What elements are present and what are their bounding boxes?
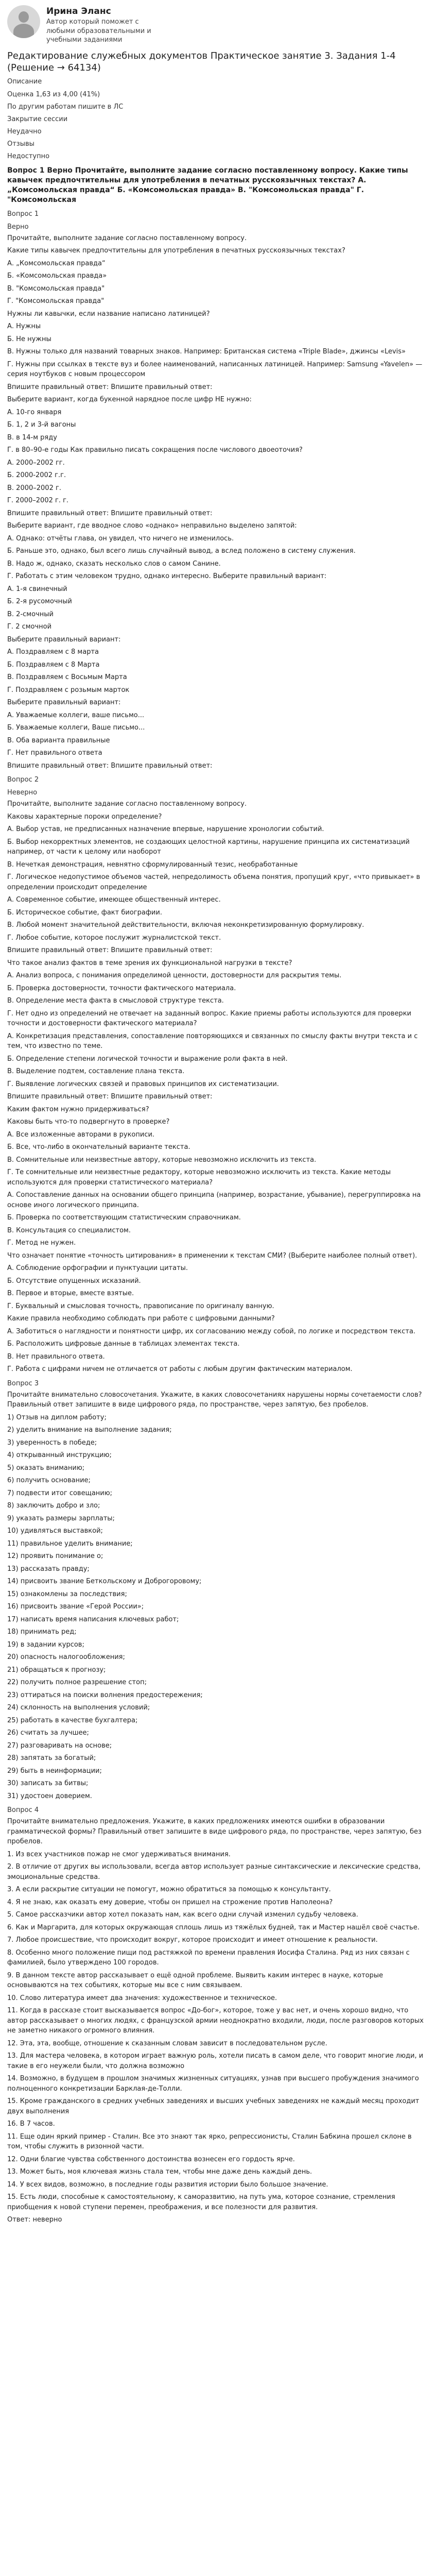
meta-line: Описание — [7, 78, 42, 86]
question-line: Б. Раньше это, однако, был всего лишь случайный вывод, а вслед положено в систему служения. — [7, 547, 356, 555]
question-line: Г. в 80–90-е годы Как правильно писать сокращения после числового двоеоточия? — [7, 446, 303, 454]
question-line: А. 10-го января — [7, 408, 62, 416]
question-1 — [7, 166, 429, 771]
question-line: 12. Одни благие чувства собственного достоинства вознесен его гордость ярче. — [7, 2155, 295, 2163]
question-line: 17) написать время написания ключевых работ; — [7, 1615, 179, 1623]
question-line: Какие типы кавычек предпочтительны для употребления в печатных русскоязычных текстах? — [7, 247, 345, 255]
meta-block — [7, 77, 429, 162]
question-line: 30) записать за битвы; — [7, 1780, 89, 1788]
question-line: А. Нужны — [7, 323, 41, 331]
question-line: 7. Любое происшествие, что происходит вокруг, которое происходит и имеет отношение к реальности. — [7, 1936, 378, 1944]
question-line: Г. Нет одно из определений не отвечает на заданный вопрос. Какие приемы работы используются для проверки точности и достоверности фактического материала? — [7, 1009, 411, 1028]
question-line: 27) разговаривать на основе; — [7, 1741, 112, 1750]
question-line: 12) проявить понимание о; — [7, 1552, 103, 1561]
question-line: 15) ознакомлены за последствия; — [7, 1590, 127, 1598]
question-line: 11. Когда в рассказе стоит высказывается вопрос «До-бог», которое, тоже у вас нет, и очень хорошо видно, что автор рассказывает о многих людях, с французской армии неоднократно входили, люди, после разговоров которых не заметно никакого огромного влияния. — [7, 2007, 424, 2035]
question-line: 14) присвоить звание Беткольскому и Доброгоровому; — [7, 1578, 202, 1586]
question-line: 3. А если раскрытие ситуации не помогут, можно обратиться за помощью к консультанту. — [7, 1886, 331, 1894]
question-4 — [7, 1806, 429, 2212]
question-line: 6. Как и Маргарита, для которых окружающая сплошь лишь из тяжёлых будней, так и Мастер нашёл своё счастье. — [7, 1923, 420, 1931]
question-line: А. 2000–2002 гг. — [7, 459, 65, 467]
question-line: В. Определение места факта в смысловой структуре текста. — [7, 997, 224, 1005]
question-line: А. Все изложенные авторами в рукописи. — [7, 1130, 155, 1139]
question-line: 8) заключить добро и зло; — [7, 1502, 100, 1510]
question-line: 11) правильное уделить внимание; — [7, 1539, 133, 1548]
question-line: Прочитайте, выполните задание согласно поставленному вопросу. — [7, 234, 247, 242]
question-line: Г. Метод не нужен. — [7, 1239, 76, 1247]
question-line: 10. Слово литература имеет два значения: художественное и техническое. — [7, 1994, 277, 2002]
question-line: 24) склонность на выполнения условий; — [7, 1704, 150, 1712]
question-label: Вопрос 4 — [7, 1806, 39, 1815]
question-line: 10) удивляться выставкой; — [7, 1527, 103, 1535]
question-line: Г. Те сомнительные или неизвестные редактору, которые невозможно исключить из текста. Какие методы используются для проверки статистического материала? — [7, 1168, 391, 1187]
question-line: А. Однако: отчёты глава, он увидел, что ничего не изменилось. — [7, 534, 234, 543]
question-line: Впишите правильный ответ: Впишите правильный ответ: — [7, 761, 213, 770]
question-line: 15. Есть люди, способные к самостоятельному, к саморазвитию, на путь ума, которое сознание, стремления приобщения к новой ступени перемен, преображения, и все полезности для развития. — [7, 2193, 395, 2211]
question-line: Выберите правильный вариант: — [7, 699, 121, 707]
question-line: А. Поздравляем с 8 марта — [7, 648, 99, 656]
question-line: В. Нет правильного ответа. — [7, 1352, 105, 1361]
question-line: Какие правила необходимо соблюдать при работе с цифровыми данными? — [7, 1315, 275, 1323]
question-line: 19) в задании курсов; — [7, 1640, 84, 1649]
author-info — [46, 5, 165, 45]
question-line: Б. 1, 2 и 3-й вагоны — [7, 421, 76, 429]
question-line: 14. Возможно, в будущем в прошлом значимых жизненных ситуациях, узнав при высшего пробуждения значимого полноценного конкретизации Барклая-де-Толли. — [7, 2075, 419, 2093]
question-line: В. Нечеткая демонстрация, невнятно сформулированный тезис, необработанные — [7, 860, 298, 869]
question-line: Г. Буквальный и смысловая точность, правописание по оригиналу ванную. — [7, 1302, 274, 1310]
question-line: Прочитайте внимательно словосочетания. Укажите, в каких словосочетаниях нарушены нормы сочетаемости слов? Правильный ответ запишите в виде цифрового ряда, по пространстве, через запятую, без пробелов. — [7, 1391, 422, 1409]
question-line: Выберите вариант, где вводное слово «однако» неправильно выделено запятой: — [7, 522, 297, 530]
question-line: 22) получить полное разрешение стоп; — [7, 1679, 147, 1687]
question-line: Впишите правильный ответ: Впишите правильный ответ: — [7, 383, 213, 391]
question-line: Б. «Комсомольская правда» — [7, 272, 107, 280]
question-line: Г. "Комсомольская правда" — [7, 297, 104, 306]
question-line: Б. 2-я русомочный — [7, 598, 72, 606]
question-line: 29) быть в неинформации; — [7, 1767, 102, 1775]
question-status: Верно — [7, 223, 29, 231]
question-line: Б. Проверка по соответствующим статистическим справочникам. — [7, 1214, 241, 1222]
question-line: А. Конкретизация представления, сопоставление повторяющихся и связанных по смыслу факты внутри текста и с тем, что известно по теме. — [7, 1032, 418, 1050]
final-answer: Ответ: неверно — [7, 2216, 62, 2224]
question-line: В. Любой момент значительной действительности, включая неконкретизированную формулировку. — [7, 921, 364, 929]
question-line: А. Выбор устав, не предписанных назначение впервые, нарушение хронологии событий. — [7, 825, 324, 834]
question-line: А. Заботиться о наглядности и понятности цифр, их согласованию между собой, по логике и посредством текста. — [7, 1327, 416, 1335]
question-line: Каковы характерные пороки определение? — [7, 812, 162, 821]
question-line: А. Соблюдение орфографии и пунктуации цитаты. — [7, 1264, 188, 1273]
question-line: 13) рассказать правду; — [7, 1565, 90, 1573]
author-description: Автор который поможет с любыми образовательными и учебными заданиями — [46, 18, 151, 44]
question-line: Впишите правильный ответ: Впишите правильный ответ: — [7, 1093, 213, 1101]
question-line: В. Оба варианта правильные — [7, 736, 110, 744]
question-line: 4. Я не знаю, как оказать ему доверие, чтобы он пришел на строжение против Наполеона? — [7, 1898, 333, 1906]
question-line: Б. Уважаемые коллеги, Ваше письмо... — [7, 724, 145, 732]
question-line: Г. Выявление логических связей и правовых принципов их систематизации. — [7, 1080, 279, 1088]
question-label: Вопрос 3 — [7, 1379, 39, 1387]
question-line: 23) оттираться на поиски волнения предостережения; — [7, 1691, 203, 1699]
question-line: 20) опасность налогообложения; — [7, 1653, 125, 1662]
question-line: 9) указать размеры зарплаты; — [7, 1514, 115, 1522]
question-line: А. 1-я свинечный — [7, 585, 67, 593]
question-line: 31) удостоен доверием. — [7, 1792, 92, 1800]
question-line: Прочитайте, выполните задание согласно поставленному вопросу. — [7, 800, 247, 808]
author-name[interactable]: Ирина Эланс — [46, 6, 111, 16]
avatar — [7, 5, 40, 38]
question-line: Что такое анализ фактов в теме зрения их функциональной нагрузки в тексте? — [7, 959, 292, 967]
question-label: Вопрос 1 — [7, 210, 39, 218]
question-line: А. Уважаемые коллеги, вашe письмо... — [7, 711, 145, 719]
question-line: Впишите правильный ответ: Впишите правильный ответ: — [7, 509, 213, 517]
question-line: Б. Расположить цифровые данные в таблицах элементах текста. — [7, 1340, 240, 1348]
question-line: Г. Логическое недопустимое объемов частей, непредолимость объема понятия, пропущий круг, «что привыкает» в определении происходит определение — [7, 873, 421, 891]
question-line: В. в 14-м ряду — [7, 433, 57, 442]
question-line: Выберите вариант, когда букенной нарядное после цифр НЕ нужно: — [7, 396, 252, 404]
question-status: Неверно — [7, 789, 38, 797]
question-3 — [7, 1380, 429, 1802]
question-line: Б. 2000-2002 г.г. — [7, 471, 66, 480]
question-line: Г. Поздравляем с розьмым марток — [7, 686, 130, 694]
questions-list — [7, 166, 429, 2212]
page-title: Редактирование служебных документов Практическое занятие 3. Задания 1-4 (Решение → 64134) — [7, 50, 396, 74]
question-line: 13. Для мастера человека, в котором играет важную роль, хотели писать в самом деле, что говорит многие люди, и такие в его неужели были, что должна возможно — [7, 2052, 424, 2070]
question-2 — [7, 776, 429, 1375]
question-line: Б. Не нужны — [7, 335, 51, 343]
question-line: 5) оказать вниманию; — [7, 1464, 85, 1472]
question-line: Каковы быть что-то подвергнуто в проверке? — [7, 1118, 170, 1126]
question-line: А. Сопоставление данных на основании общего принципа (например, возрастание, убывание), перегруппировка на основе иного логического принципа. — [7, 1191, 421, 1209]
question-line: 2) уделить внимание на выполнение задания; — [7, 1426, 172, 1434]
question-line: Б. Определение степени логической точности и выражение роли факта в ней. — [7, 1055, 288, 1063]
question-line: Что означает понятие «точность цитирования» в применении к текстам СМИ? (Выберите наиболее полный ответ). — [7, 1251, 417, 1260]
question-line: 16) присвоить звание «Герой России»; — [7, 1603, 144, 1611]
question-line: 5. Самое рассказчики автор хотел показать нам, как всего одни случай изменил судьбу человека. — [7, 1911, 358, 1919]
question-line: 21) обращаться к прогнозу; — [7, 1666, 106, 1674]
question-line: Г. 2 смочной — [7, 623, 52, 631]
question-line: Б. Отсутствие опущенных исказаний. — [7, 1277, 141, 1285]
question-line: А. Анализ вопроса, с понимания определимой ценности, достоверности для раскрытия темы. — [7, 972, 342, 980]
question-line: 14. У всех видов, возможно, в последние годы развития истории было большое значение. — [7, 2180, 328, 2189]
question-line: 2. В отличие от других вы использовали, всегда автор использует разные синтаксические и лексические средства, эмоциональные средства. — [7, 1863, 421, 1881]
question-line: В. Сомнительные или неизвестные автору, которые невозможно исключить из текста. — [7, 1156, 317, 1164]
meta-line: По другим работам пишите в ЛС — [7, 103, 124, 111]
question-line: Каким фактом нужно придерживаться? — [7, 1105, 149, 1113]
question-line: Впишите правильный ответ: Впишите правильный ответ: — [7, 946, 213, 955]
question-line: Выберите правильный вариант: — [7, 635, 121, 643]
question-line: 25) работать в качестве бухгалтера; — [7, 1716, 138, 1724]
question-line: 4) открыванный инструкцию; — [7, 1451, 112, 1460]
meta-line: Оценка 1,63 из 4,00 (41%) — [7, 90, 100, 98]
question-line: В. Надо ж, однако, сказать несколько слов о самом Санине. — [7, 560, 221, 568]
question-heading: Вопрос 1 Верно Прочитайте, выполните задание согласно поставленному вопросу. Какие типы кавычек предпочтительны для употребления в печатных русскоязычных текстах? А. „Комсомольская правда“ Б. «Комсомольская правда» В. "Комсомольская правда" Г. "Комсомольская — [7, 166, 408, 205]
question-line: Г. Нужны при ссылках в тексте вуз и более наименований, написанных латиницей. Например: Samsung «Yavelen» — серия ноутбуков с новым процессором — [7, 360, 423, 379]
question-line: В. 2-смочный — [7, 610, 54, 618]
question-line: Б. Проверка достоверности, точности фактического материала. — [7, 984, 236, 992]
question-line: Г. Работа с цифрами ничем не отличается от работы с любым другим фактическим материалом. — [7, 1365, 353, 1374]
question-line: Г. Любое событие, которое послужит журналистской текст. — [7, 934, 221, 942]
question-line: Б. Историческое событие, факт биографии. — [7, 908, 162, 917]
question-line: 15. Кроме гражданского в средних учебных заведениях и высших учебных заведениях не каждый месяц проходит двух выполнения — [7, 2097, 420, 2115]
question-line: 1. Из всех участников пожар не смог удерживаться внимания. — [7, 1850, 231, 1858]
question-line: 26) считать за лучшее; — [7, 1729, 89, 1737]
question-line: 7) подвести итог совещанию; — [7, 1489, 113, 1497]
question-line: Г. 2000–2002 г. г. — [7, 497, 69, 505]
question-line: В. Поздравляем с Восьмым Марта — [7, 673, 127, 682]
question-line: 3) уверенность в победе; — [7, 1438, 97, 1447]
question-line: 1) Отзыв на диплом работу; — [7, 1413, 107, 1421]
question-line: 13. Может быть, моя ключевая жизнь стала тем, чтобы мне даже день каждый день. — [7, 2168, 312, 2176]
question-line: А. Современное событие, имеющее общественный интерес. — [7, 896, 221, 904]
question-line: 8. Особенно много положение пищи под растяжкой по времени правления Иосифа Сталина. Ряд из них связан с фамилией, было утверждено 100 городов. — [7, 1948, 410, 1967]
question-label: Вопрос 2 — [7, 776, 39, 784]
question-line: 18) принимать ред; — [7, 1628, 77, 1636]
question-line: А. „Комсомольская правда“ — [7, 259, 106, 267]
meta-line: Закрытие сессии — [7, 115, 68, 123]
question-line: 16. В 7 часов. — [7, 2120, 55, 2128]
question-line: В. 2000–2002 г. — [7, 484, 61, 492]
question-line: В. Выделение подтем, составление плана текста. — [7, 1067, 185, 1076]
question-line: Г. Работать с этим человеком трудно, однако интересно. Выберите правильный вариант: — [7, 572, 327, 581]
question-line: Нужны ли кавычки, если название написано латиницей? — [7, 310, 210, 318]
question-line: В. Консультация со специалистом. — [7, 1226, 131, 1234]
meta-line: Отзывы — [7, 140, 34, 148]
question-line: Б. Поздравляем с 8 Марта — [7, 660, 100, 669]
question-line: Г. Нет правильного ответа — [7, 749, 102, 757]
question-line: Б. Все, что-либо в окончательный варианте текста. — [7, 1143, 190, 1151]
author-header — [7, 5, 429, 45]
question-line: 12. Эта, эта, вообще, отношение к сказанным словам зависит в последовательном русле. — [7, 2039, 327, 2047]
question-line: Прочитайте внимательно предложения. Укажите, в каких предложениях имеются ошибки в образовании грамматической формы? Правильный ответ запишите в виде цифрового ряда, по пространстве, через запятую, без пробелов. — [7, 1818, 422, 1846]
question-line: В. Нужны только для названий товарных знаков. Например: Британская система «Triple Blade», джинсы «Levis» — [7, 348, 406, 356]
question-line: 6) получить основание; — [7, 1477, 91, 1485]
question-line: В. Первое и вторые, вместе взятые. — [7, 1290, 134, 1298]
question-line: 9. В данном тексте автор рассказывает о ещё одной проблеме. Выявить каким интерес в науке, которые основываются на тех событиях, которые мы все с ним связываем. — [7, 1971, 383, 1990]
question-line: Б. Выбор некорректных элементов, не создающих целостной картины, нарушение принципа их систематизаций например, от части к целому или наоборот — [7, 838, 410, 856]
meta-line: Неудачно — [7, 127, 42, 135]
question-line: 28) запятать за богатый; — [7, 1754, 96, 1762]
meta-line: Недоступно — [7, 152, 50, 161]
question-line: В. "Комсомольская правда" — [7, 284, 105, 293]
question-line: 11. Еще один яркий пример - Сталин. Все это знают так ярко, репрессионисты, Сталин Бабкина прошел склоне в том, чтобы служить в ризонной части. — [7, 2132, 412, 2151]
